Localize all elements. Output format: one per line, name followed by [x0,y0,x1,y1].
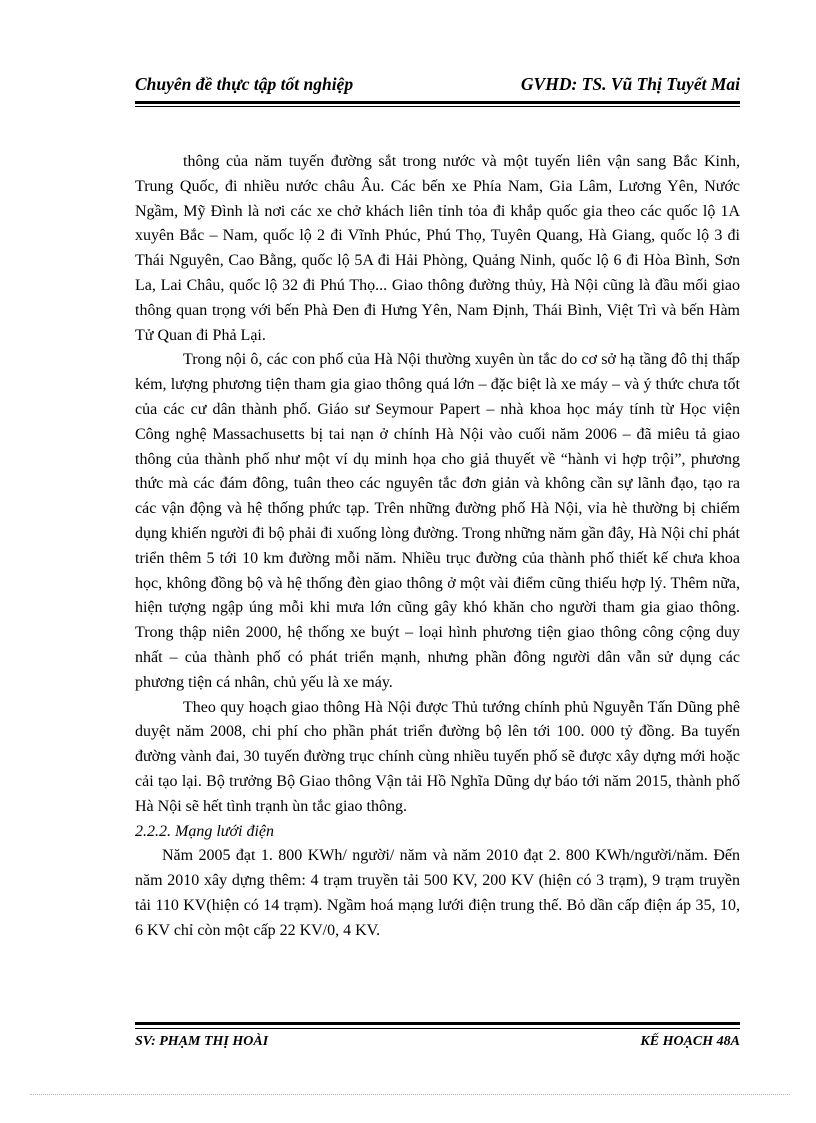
page-bottom-dotted-line [30,1094,790,1095]
paragraph-urban-traffic: Trong nội ô, các con phố của Hà Nội thường xuyên ùn tắc do cơ sở hạ tầng đô thị thấp kém, lượng phương tiện tham gia giao thông quá lớn – đặc biệt là xe máy – và ý thức chưa tốt của các cư dân thành phố. Giáo sư Seymour Papert – nhà khoa học máy tính từ Học viện Công nghệ Massachusetts bị tai nạn ở chính Hà Nội vào cuối năm 2006 – đã miêu tả giao thông của thành phố như một ví dụ minh họa cho giả thuyết về “hành vi hợp trội”, phương thức mà các đám đông, tuân theo các nguyên tắc đơn giản và không cần sự lãnh đạo, tạo ra các vận động và hệ thống phức tạp. Trên những đường phố Hà Nội, vỉa hè thường bị chiếm dụng khiến người đi bộ phải đi xuống lòng đường. Trong những năm gần đây, Hà Nội chỉ phát triển thêm 5 tới 10 km đường mỗi năm. Nhiều trục đường của thành phố thiết kế chưa khoa học, không đồng bộ và hệ thống đèn giao thông ở một vài điểm cũng thiếu hợp lý. Thêm nữa, hiện tượng ngập úng mỗi khi mưa lớn cũng gây khó khăn cho người tham gia giao thông. Trong thập niên 2000, hệ thống xe buýt – loại hình phương tiện giao thông công cộng duy nhất – của thành phố có phát triển mạnh, nhưng phần đông người dân vẫn sử dụng các phương tiện cá nhân, chủ yếu là xe máy. [135,351,740,691]
header-rule-thick [135,101,740,104]
header-title: Chuyên đề thực tập tốt nghiệp [135,74,354,94]
paragraph-power-grid: Năm 2005 đạt 1. 800 KWh/ người/ năm và năm 2010 đạt 2. 800 KWh/người/năm. Đến năm 2010 xây dựng thêm: 4 trạm truyền tải 500 KV, 200 KV (hiện có 3 trạm), 9 trạm truyền tải 110 KV(hiện có 14 trạm). Ngầm hoá mạng lưới điện trung thế. Bỏ dần cấp điện áp 35, 10, 6 KV chỉ còn một cấp 22 KV/0, 4 KV. [135,847,740,939]
page-content [135,150,740,944]
footer-rule-thick [135,1022,740,1025]
paragraph-traffic-plan: Theo quy hoạch giao thông Hà Nội được Thủ tướng chính phủ Nguyễn Tấn Dũng phê duyệt năm 2008, chi phí cho phần phát triển đường bộ lên tới 100. 000 tỷ đồng. Ba tuyến đường vành đai, 30 tuyến đường trục chính cùng nhiều tuyến phố sẽ được xây dựng mới hoặc cải tạo lại. Bộ trưởng Bộ Giao thông Vận tải Hồ Nghĩa Dũng dự báo tới năm 2015, thành phố Hà Nội sẽ hết tình trạnh ùn tắc giao thông. [135,698,740,815]
header-advisor: GVHD: TS. Vũ Thị Tuyết Mai [520,74,740,94]
footer-rule-thin [135,1028,740,1029]
header-rule-thin [135,106,740,107]
page-footer [135,1032,740,1056]
paragraph-transport-routes: thông của năm tuyến đường sắt trong nước và một tuyến liên vận sang Bắc Kinh, Trung Quốc, đi nhiều nước châu Âu. Các bến xe Phía Nam, Gia Lâm, Lương Yên, Nước Ngầm, Mỹ Đình là nơi các xe chở khách liên tỉnh tỏa đi khắp quốc gia theo các quốc lộ 1A xuyên Bắc – Nam, quốc lộ 2 đi Vĩnh Phúc, Phú Thọ, Tuyên Quang, Hà Giang, quốc lộ 3 đi Thái Nguyên, Cao Bằng, quốc lộ 5A đi Hải Phòng, Quảng Ninh, quốc lộ 6 đi Hòa Bình, Sơn La, Lai Châu, quốc lộ 32 đi Phú Thọ... Giao thông đường thủy, Hà Nội cũng là đầu mối giao thông quan trọng với bến Phà Đen đi Hưng Yên, Nam Định, Thái Bình, Việt Trì và bến Hàm Tử Quan đi Phả Lại. [135,153,740,344]
section-heading-power-grid: 2.2.2. Mạng lưới điện [135,822,275,840]
footer-student: SV: PHẠM THỊ HOÀI [135,1034,269,1049]
page-header [135,70,740,100]
footer-class: KẾ HOẠCH 48A [640,1034,740,1049]
